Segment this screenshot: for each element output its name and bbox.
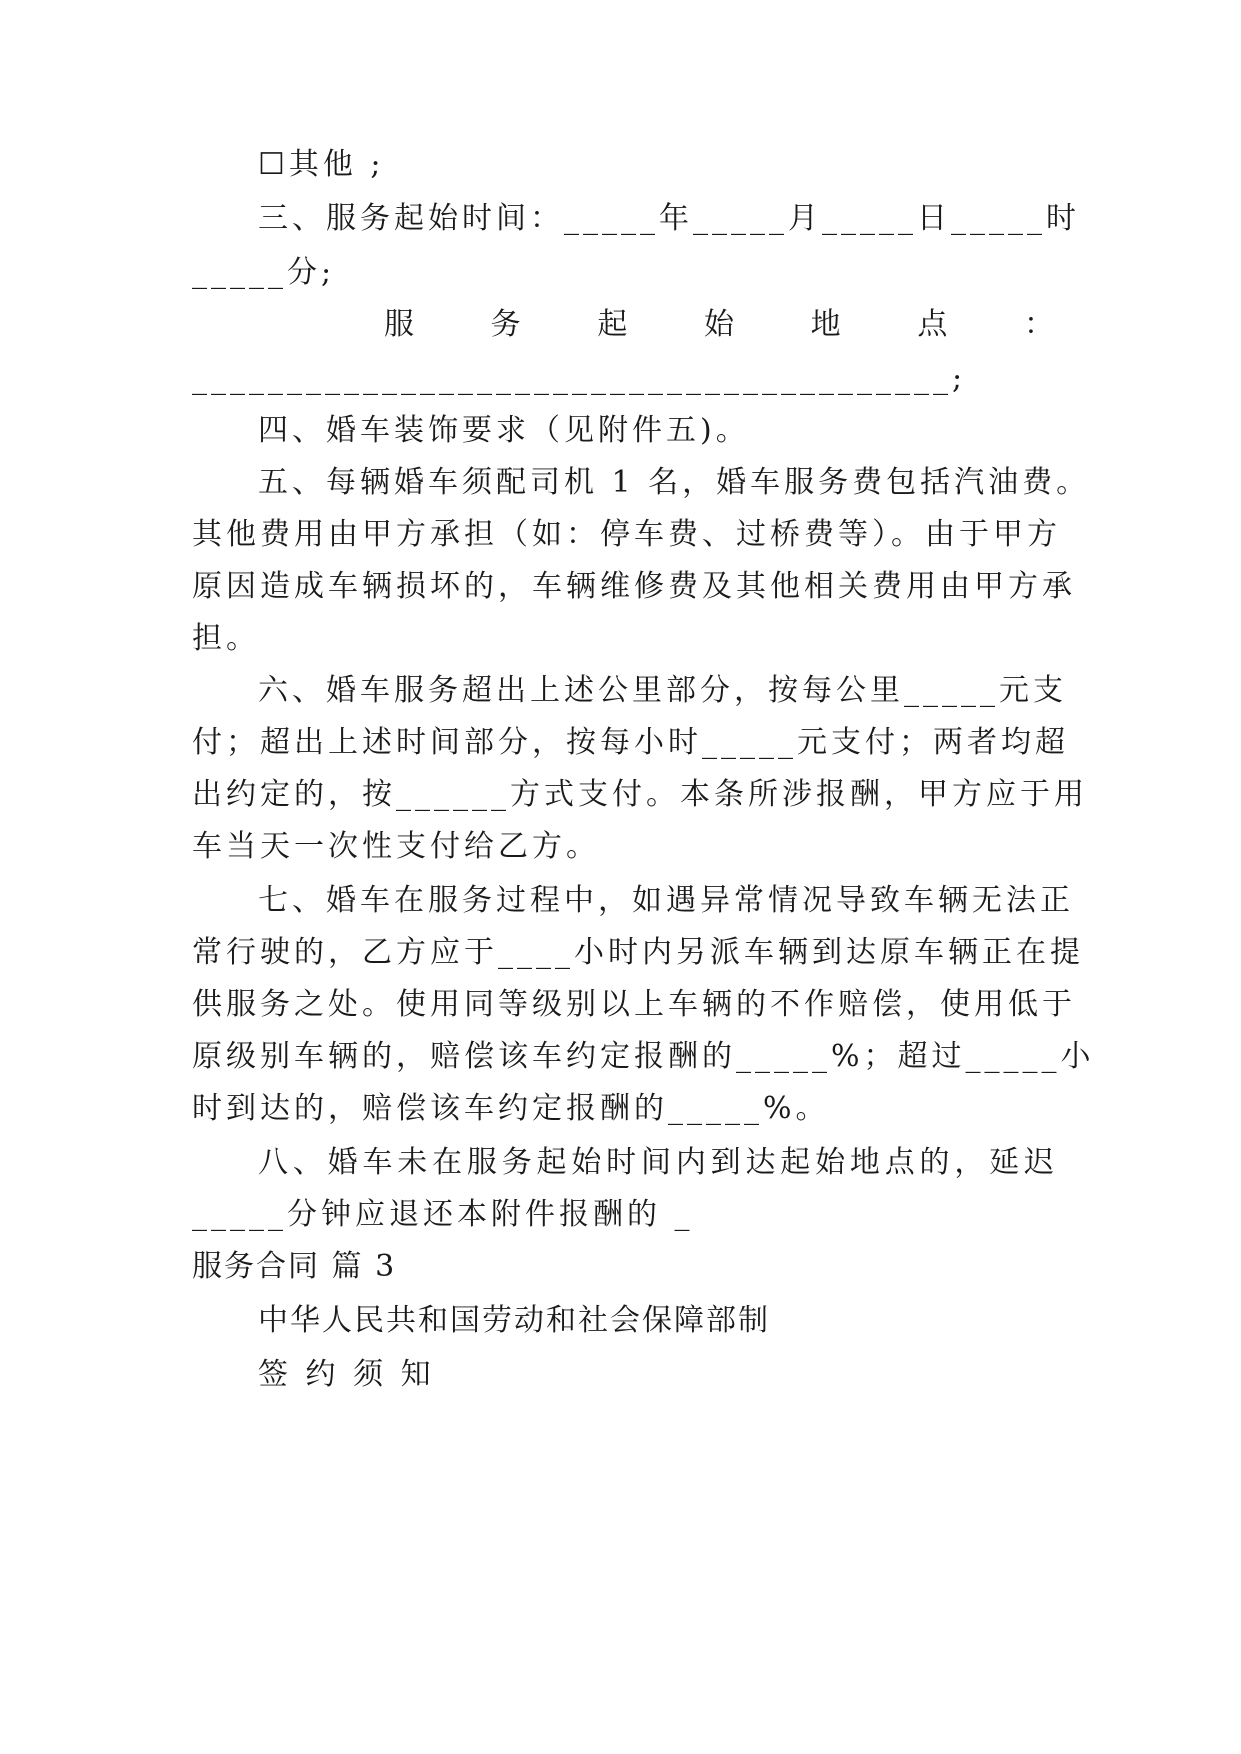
text-line: 担。 (192, 621, 260, 656)
text-line: 其他费用由甲方承担（如：停车费、过桥费等）。由于甲方 (192, 517, 1061, 552)
text-line: 七、婚车在服务过程中，如遇异常情况导致车辆无法正 (258, 883, 1074, 918)
text-line: 原因造成车辆损坏的，车辆维修费及其他相关费用由甲方承 (192, 569, 1076, 604)
text-line: 服 务 起 始 地 点 ： (384, 307, 1058, 342)
text-line: ________________________________________; (192, 361, 967, 396)
text-line: 付；超出上述时间部分，按每小时_____元支付；两者均超 (192, 725, 1069, 760)
text-line: 签 约 须 知 (258, 1357, 435, 1392)
text-line: ☐其他 ; (258, 147, 385, 182)
section-heading: 服务合同 篇 3 (192, 1249, 397, 1284)
text-line: _____分钟应退还本附件报酬的 _ (192, 1197, 694, 1232)
text-line: 五、每辆婚车须配司机 1 名，婚车服务费包括汽油费。 (258, 465, 1091, 500)
text-line: 三、服务起始时间：_____年_____月_____日_____时 (258, 201, 1080, 236)
text-line: 时到达的，赔偿该车约定报酬的_____%。 (192, 1091, 830, 1126)
text-line: 中华人民共和国劳动和社会保障部制 (258, 1303, 770, 1338)
text-line: 四、婚车装饰要求（见附件五)。 (258, 413, 750, 448)
text-line: 供服务之处。使用同等级别以上车辆的不作赔偿，使用低于 (192, 987, 1076, 1022)
text-line: 原级别车辆的，赔偿该车约定报酬的_____%；超过_____小 (192, 1039, 1095, 1074)
text-line: 常行驶的，乙方应于____小时内另派车辆到达原车辆正在提 (192, 935, 1084, 970)
text-line: 车当天一次性支付给乙方。 (192, 829, 600, 864)
text-line: 八、婚车未在服务起始时间内到达起始地点的，延迟 (258, 1145, 1058, 1180)
text-line: 出约定的，按______方式支付。本条所涉报酬，甲方应于用 (192, 777, 1088, 812)
text-line: _____分; (192, 255, 336, 290)
text-line: 六、婚车服务超出上述公里部分，按每公里_____元支 (258, 673, 1067, 708)
